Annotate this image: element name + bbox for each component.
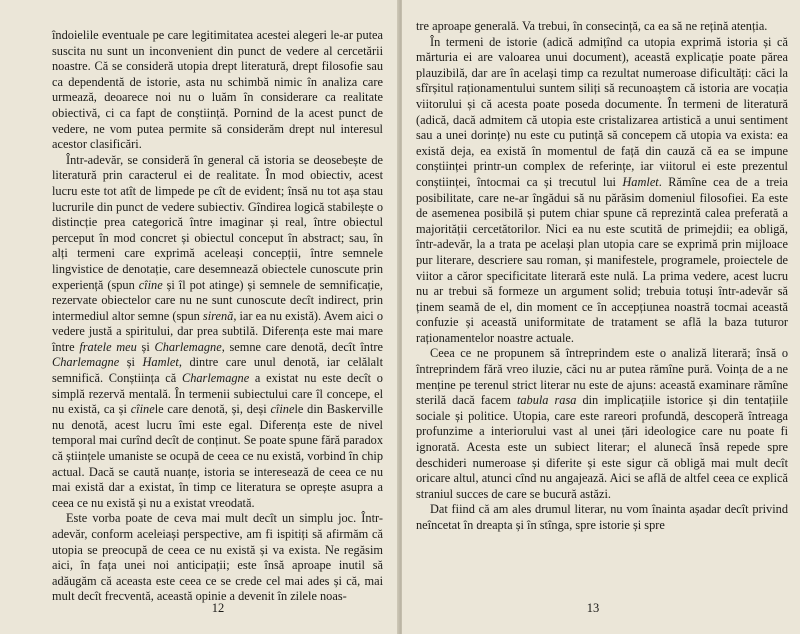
- paragraph: Este vorba poate de ceva mai mult decît un simplu joc. Într-adevăr, conform aceleiași perspective, am fi ispitiți să afirmăm că utopia se preocupă de ceea ce nu există și va exista. Ne regăsim aici, în fața unei noi anticipații; este însă aproape inutil să adăugăm că aceasta este ceea ce se crede cel mai ades și că, mai mult decît frecventă, această opinie a devenit în zilele noas-: [52, 511, 383, 604]
- right-page: [402, 0, 800, 634]
- paragraph: tre aproape generală. Va trebui, în consecință, ca ea să ne rețină atenția.: [416, 19, 768, 33]
- paragraph: Ceea ce ne propunem să întreprindem este o analiză literară; însă o întreprindem fără vreo iluzie, căci nu ar putea rămîne pură. Voința de a ne menține pe terenul strict literar nu este de ajuns: această examinare rămîne sterilă dacă facem tabula rasa din implicațiile istorice și din tentațiile sociale și politice. Utopia, care este rareori profundă, descoperă întreaga profunzime a interiorului vast al unei țări ideologice care nu poate fi ignorată. Acesta este un subiect literar; el alunecă însă repede spre deschideri numeroase și diferite și este sigur că obligă mai mult decît oricare altul, atunci cînd nu angajează. Aici se află de altfel ceea ce explică straniul succes de care se bucură astăzi.: [416, 346, 788, 501]
- left-page-text: [52, 28, 383, 605]
- page-number: 13: [586, 601, 600, 615]
- paragraph: îndoielile eventuale pe care legitimitatea acestei alegeri le-ar putea suscita nu sunt un inconvenient din punct de vedere al cercetării noastre. Că se consideră utopia drept literatură, drept filosofie sau ca dependentă de istorie, asta nu schimbă nimic în analiza care urmează, deoarece noi nu o luăm în considerare ca realitate obiectivă, ci ca fapt de conștiință. Pornind de la acest punct de vedere, ne vom putea permite să considerăm drept nul interesul acestor clasificări.: [52, 28, 383, 152]
- right-page-text: [416, 19, 788, 534]
- paragraph: Dat fiind că am ales drumul literar, nu vom înainta așadar decît privind neîncetat în dreapta și în stînga, spre istorie și spre: [416, 502, 788, 532]
- page-number: 12: [211, 601, 225, 615]
- paragraph: În termeni de istorie (adică admițînd ca utopia exprimă istoria și că mărturia ei are valoarea unui document), această explicație poate părea plauzibilă, dar are în același timp ca rezultat numeroase dificultăți: căci la sfîrșitul raționamentului suntem siliți să recunoaștem că istoria are vocația viitorului și că acesta poate poseda documente. În termeni de literatură (adică, dacă admitem că utopia este cristalizarea artistică a unui sentiment sau a unei dorințe) nu este cu putință să concepem că utopia va exista: ea există deja, ea există în momentul de față din cauză că ea se impune conștiinței printr-un complex de referințe, iar viitorul ei este prezentul conștiinței, întocmai ca și trecutul lui Hamlet. Rămîne cea de a treia posibilitate, care ne-ar îngădui să nu părăsim domeniul filosofiei. Ea este de asemenea posibilă și putem chiar spune că reprezintă calea preferată a majorității cercetătorilor. Nici ea nu este scutită de primejdii; ea obligă, într-adevăr, la a trata pe același plan utopia care se exprimă prin mijloace pur literare, descriere sau roman, și manifestele, programele, proiectele de viitor a căror specificitate literară este nulă. La prima vedere, acest lucru nu ar trebui să formeze un argument solid; trebuia totuși într-adevăr să ținem seamă de el, din moment ce în accepțiunea noastră tocmai această confuzie și această uniformitate de tratament se află la baza tuturor raționamentelor noastre actuale.: [416, 34, 789, 345]
- paragraph: Într-adevăr, se consideră în general că istoria se deosebește de literatură prin caracterul ei de realitate. În mod obiectiv, acest lucru este tot atît de limpede pe cît de evident; însă nu tot așa stau lucrurile din punct de vedere subiectiv. Gîndirea logică stabilește o distincție prea categorică între imaginar și real, între obiectul perceput în mod concret și obiectul conceput în abstract; sau, în alți termeni care exprimă aceleași concepții, între semnele lingvistice de denotație, care desemnează obiectele cunoscute prin experiență (spun cîine și îl pot atinge) și semnele de semnificație, rezervate obiectelor care nu ne sunt cunoscute decît indirect, prin intermediul altor semne (spun sirenă, iar ea nu există). Avem aici o vedere justă a spiritului, dar prea subtilă. Diferența este mai mare între fratele meu și Charlemagne, semne care denotă, decît între Charlemagne și Hamlet, dintre care unul denotă, iar celălalt semnifică. Conștiința că Charlemagne a existat nu este decît o simplă rezervă mentală. În termenii subiectului care îl concepe, el nu există, ca și cîinele care denotă, și, deși cîinele din Baskerville nu denotă, acest lucru îmi este egal. Diferența este de nivel temporal mai curînd decît de conținut. Se poate spune fără paradox că științele umaniste se ocupă de ceea ce nu există, vorbind în chip actual. Dacă se caută nuanțe, istoria se interesează de ceea ce nu mai există dar a existat, în timp ce literatura se oprește asupra a ceea ce nu există și nu a existat vreodată.: [52, 152, 384, 510]
